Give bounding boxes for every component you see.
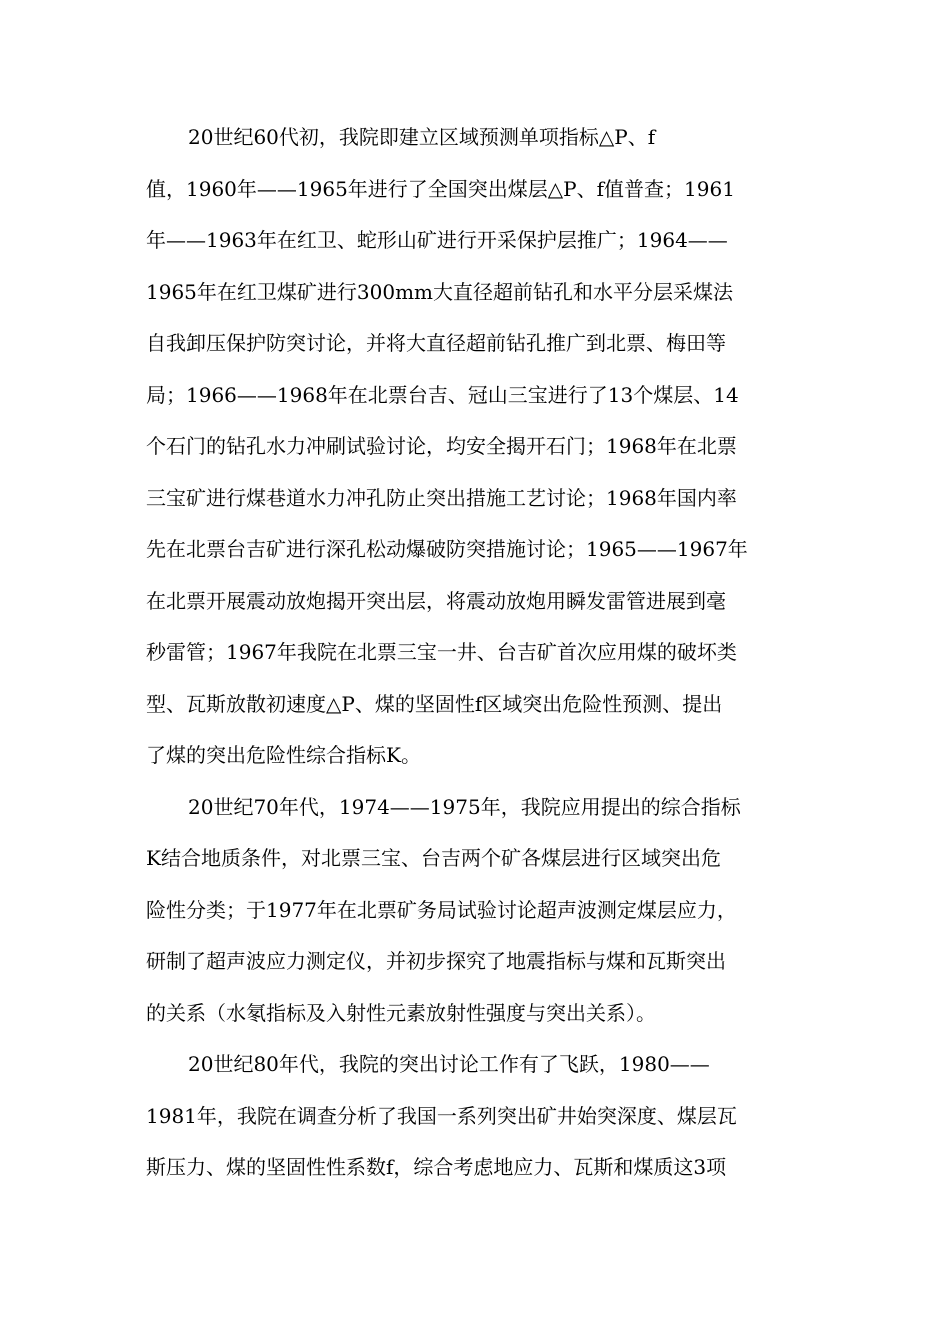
text-line: 研制了超声波应力测定仪，并初步探究了地震指标与煤和瓦斯突出 [146,949,726,973]
text-line: 斯压力、煤的坚固性性系数f，综合考虑地应力、瓦斯和煤质这3项 [146,1155,727,1179]
text-line: 年——1963年在红卫、蛇形山矿进行开采保护层推广；1964—— [146,228,728,252]
text-line: 先在北票台吉矿进行深孔松动爆破防突措施讨论；1965——1967年 [146,537,748,561]
text-line: K结合地质条件，对北票三宝、台吉两个矿各煤层进行区域突出危 [146,846,721,870]
text-line: 了煤的突出危险性综合指标K。 [146,743,421,767]
text-line: 值，1960年——1965年进行了全国突出煤层△P、f值普查；1961 [146,176,735,201]
text-line: 的关系（水氡指标及入射性元素放射性强度与突出关系）。 [146,1000,656,1025]
text-line: 20世纪80年代，我院的突出讨论工作有了飞跃，1980—— [188,1052,710,1076]
document-body [146,112,806,1194]
text-line: 三宝矿进行煤巷道水力冲孔防止突出措施工艺讨论；1968年国内率 [146,485,737,510]
paragraph-1970s [146,782,806,1040]
text-line: 自我卸压保护防突讨论，并将大直径超前钻孔推广到北票、梅田等 [146,331,726,355]
text-line: 秒雷管；1967年我院在北票三宝一井、台吉矿首次应用煤的破坏类 [146,640,737,664]
text-line: 1981年，我院在调查分析了我国一系列突出矿井始突深度、煤层瓦 [146,1103,737,1128]
text-line: 个石门的钻孔水力冲刷试验讨论，均安全揭开石门；1968年在北票 [146,434,737,458]
text-line: 在北票开展震动放炮揭开突出层，将震动放炮用瞬发雷管进展到毫 [146,588,726,613]
paragraph-1980s [146,1039,806,1194]
text-line: 1965年在红卫煤矿进行300mm大直径超前钻孔和水平分层采煤法 [146,279,734,304]
text-line: 20世纪70年代，1974——1975年，我院应用提出的综合指标 [188,794,741,819]
paragraph-1960s [146,112,806,782]
text-line: 局；1966——1968年在北票台吉、冠山三宝进行了13个煤层、14 [146,382,739,407]
text-line: 型、瓦斯放散初速度△P、煤的坚固性f区域突出危险性预测、提出 [146,691,723,716]
text-line: 20世纪60代初，我院即建立区域预测单项指标△P、f [188,125,656,149]
text-line: 险性分类；于1977年在北票矿务局试验讨论超声波测定煤层应力， [146,897,737,922]
